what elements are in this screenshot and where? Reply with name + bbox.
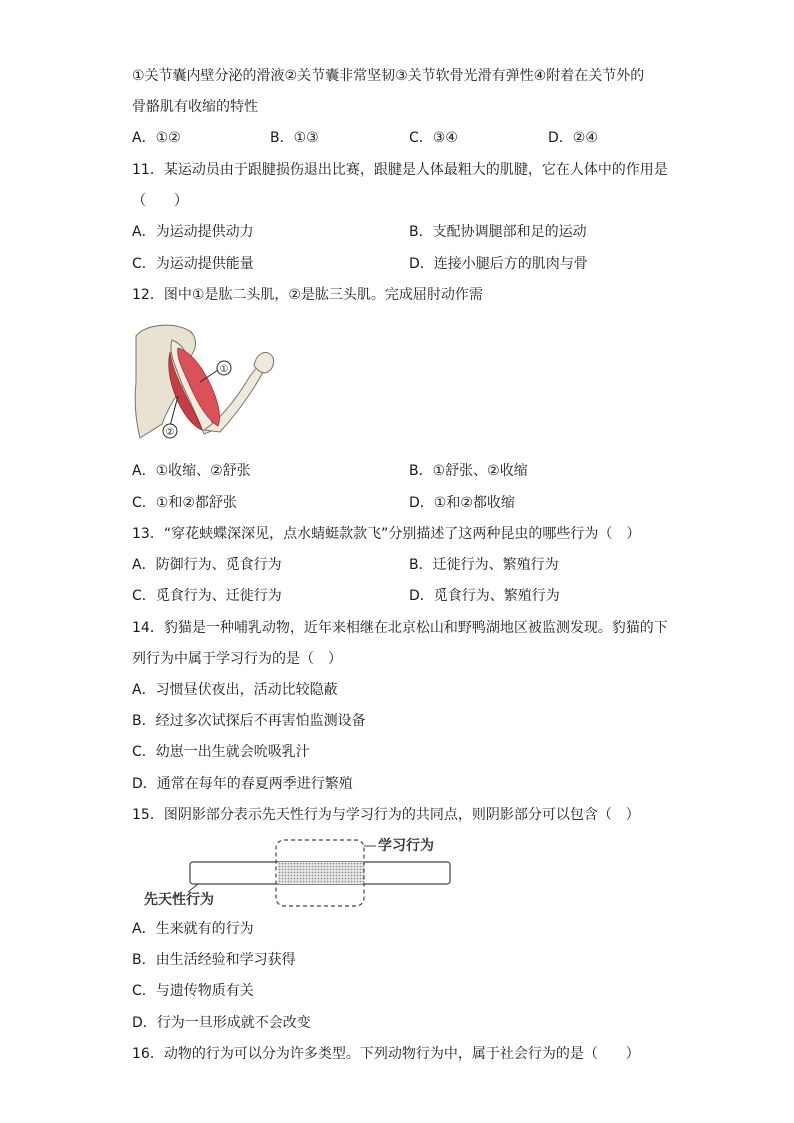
q14-stem-line1: 14．豹猫是一种哺乳动物，近年来相继在北京松山和野鸭湖地区被监测发现。豹猫的下 [132,620,668,636]
q12-stem: 12．图中①是肱二头肌，②是肱三头肌。完成屈肘动作需 [132,287,483,303]
q13-option-c: C．觅食行为、迁徙行为 [132,588,282,604]
behavior-venn-figure [140,832,470,914]
q13-option-d: D．觅食行为、繁殖行为 [409,588,560,604]
q13-option-a: A．防御行为、觅食行为 [132,557,282,573]
q11-option-d: D．连接小腿后方的肌肉与骨 [409,256,588,272]
q12-option-b: B．①舒张、②收缩 [409,463,528,479]
q11-option-a: A．为运动提供动力 [132,224,254,240]
q11-stem-line2: （ ） [132,193,188,209]
figure-label-1: ① [219,364,229,375]
q10-option-b: B．①③ [270,130,319,146]
q12-option-d: D．①和②都收缩 [409,495,515,511]
q15-option-a: A．生来就有的行为 [132,921,254,937]
q16-stem: 16．动物的行为可以分为许多类型。下列动物行为中，属于社会行为的是（ ） [132,1046,640,1062]
q14-stem-line2: 列行为中属于学习行为的是（ ） [132,651,342,667]
q10-option-a: A．①② [132,130,181,146]
q15-stem: 15．图阴影部分表示先天性行为与学习行为的共同点，则阴影部分可以包含（ ） [132,807,640,823]
q13-option-b: B．迁徙行为、繁殖行为 [409,557,559,573]
learned-behavior-label: 学习行为 [378,838,434,854]
q11-option-b: B．支配协调腿部和足的运动 [409,224,587,240]
q10-option-c: C．③④ [409,130,458,146]
q15-option-d: D．行为一旦形成就不会改变 [132,1015,311,1031]
innate-behavior-label: 先天性行为 [144,892,214,908]
q14-option-a: A．习惯昼伏夜出，活动比较隐蔽 [132,682,338,698]
arm-muscle-figure [132,322,282,442]
q15-option-b: B．由生活经验和学习获得 [132,952,296,968]
q10-stem-line2: 骨骼肌有收缩的特性 [132,99,258,115]
q11-option-c: C．为运动提供能量 [132,256,254,272]
shared-features-shaded [278,862,364,884]
q14-option-b: B．经过多次试探后不再害怕监测设备 [132,713,366,729]
q13-stem: 13．“穿花蛱蝶深深见，点水蜻蜓款款飞”分别描述了这两种昆虫的哪些行为（ ） [132,526,641,542]
q14-option-d: D．通常在每年的春夏两季进行繁殖 [132,776,353,792]
q10-option-d: D．②④ [548,130,598,146]
q12-option-c: C．①和②都舒张 [132,495,237,511]
q11-stem-line1: 11．某运动员由于跟腱损伤退出比赛，跟腱是人体最粗大的肌腱，它在人体中的作用是 [132,162,668,178]
q14-option-c: C．幼崽一出生就会吮吸乳汁 [132,744,310,760]
innate-label-leader [188,884,198,892]
q12-option-a: A．①收缩、②舒张 [132,463,251,479]
q15-option-c: C．与遗传物质有关 [132,983,254,999]
figure-label-2: ② [165,427,175,438]
q10-stem-line1: ①关节囊内壁分泌的滑液②关节囊非常坚韧③关节软骨光滑有弹性④附着在关节外的 [132,68,645,84]
